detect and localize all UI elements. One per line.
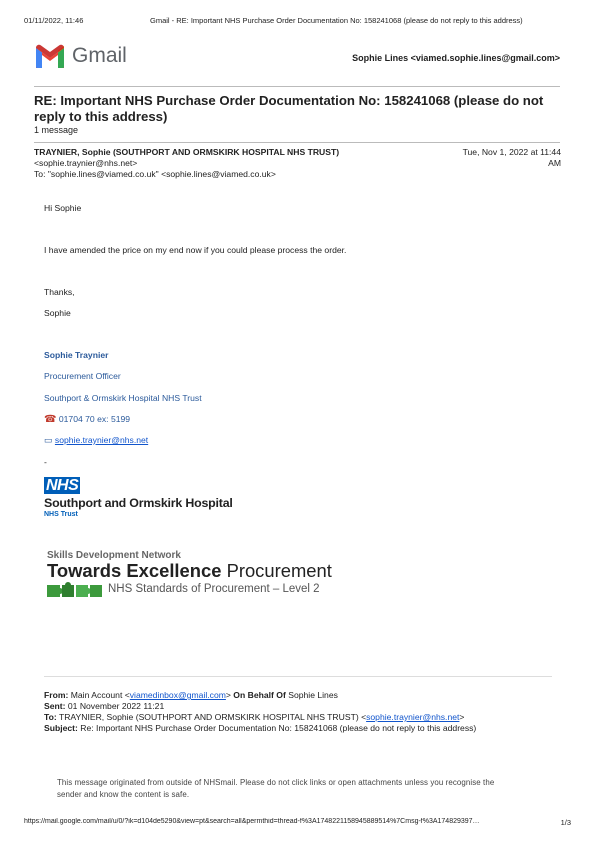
sender-email: <sophie.traynier@nhs.net> <box>34 158 138 168</box>
print-title: Gmail - RE: Important NHS Purchase Order Documentation No: 158241068 (please do not reply to this address) <box>150 16 523 25</box>
divider <box>34 86 560 87</box>
quoted-to-text: TRAYNIER, Sophie (SOUTHPORT AND ORMSKIRK HOSPITAL NHS TRUST) < <box>56 712 367 722</box>
quoted-to-label: To: <box>44 712 57 722</box>
quoted-from-email-link[interactable]: viamedinbox@gmail.com <box>129 690 226 700</box>
puzzle-icon <box>47 582 103 598</box>
thread-subject-line2: reply to this address) <box>34 109 168 124</box>
signature-name: Sophie Traynier <box>44 350 109 360</box>
message-count: 1 message <box>34 125 79 135</box>
quoted-subject <box>44 723 476 734</box>
quoted-sent <box>44 701 164 712</box>
nhs-logo <box>44 477 80 495</box>
signature-org: Southport & Ormskirk Hospital NHS Trust <box>44 393 202 403</box>
body-text: I have amended the price on my end now if you could please process the order. <box>44 245 347 255</box>
computer-icon: ▭ <box>44 435 53 445</box>
badge-title-regular: Procurement <box>226 560 332 581</box>
quoted-subject-label: Subject: <box>44 723 78 733</box>
badge-title <box>47 560 332 582</box>
badge-network: Skills Development Network <box>47 550 181 561</box>
signoff: Sophie <box>44 308 71 318</box>
logo-trust: NHS Trust <box>44 511 78 518</box>
quoted-from-label: From: <box>44 690 69 700</box>
quoted-to-email-link[interactable]: sophie.traynier@nhs.net <box>366 712 460 722</box>
gmail-logo-icon <box>34 44 66 68</box>
print-datetime: 01/11/2022, 11:46 <box>24 16 84 25</box>
signature-email-row <box>44 435 148 446</box>
signature-phone-row <box>44 414 130 425</box>
quoted-behalf-label: On Behalf Of <box>233 690 286 700</box>
gmail-wordmark: Gmail <box>72 44 127 67</box>
signature-dash: - <box>44 457 47 467</box>
greeting: Hi Sophie <box>44 203 82 213</box>
quoted-to-text2: > <box>459 712 465 722</box>
badge-level: NHS Standards of Procurement – Level 2 <box>108 583 320 595</box>
account-email: Sophie Lines <viamed.sophie.lines@gmail.com> <box>352 53 560 63</box>
signature-email-link[interactable]: sophie.traynier@nhs.net <box>54 435 149 445</box>
phone-icon: ☎ <box>44 414 57 425</box>
quoted-sent-text: 01 November 2022 11:21 <box>65 701 165 711</box>
disclaimer-line1: This message originated from outside of NHSmail. Please do not click links or open attachments unless you recognise the <box>57 778 495 787</box>
message-date <box>463 147 561 169</box>
thread-subject-line1: RE: Important NHS Purchase Order Documentation No: 158241068 (please do not <box>34 93 544 108</box>
print-url: https://mail.google.com/mail/u/0/?ik=d104de5290&view=pt&search=all&permthid=thread-f%3A1748221158945889514%7Cmsg-f%3A174829397… <box>24 818 480 825</box>
signature-phone: 01704 70 ex: 5199 <box>58 414 131 424</box>
quoted-from-text: Main Account < <box>68 690 130 700</box>
quoted-behalf-text: Sophie Lines <box>285 690 338 700</box>
sender-name: TRAYNIER, Sophie (SOUTHPORT AND ORMSKIRK HOSPITAL NHS TRUST) <box>34 147 340 157</box>
divider <box>44 676 552 677</box>
quoted-sent-label: Sent: <box>44 701 66 711</box>
quoted-subject-text: Re: Important NHS Purchase Order Documentation No: 158241068 (please do not reply to this address) <box>77 723 477 733</box>
signature-title: Procurement Officer <box>44 371 121 381</box>
disclaimer <box>57 777 494 801</box>
quoted-to <box>44 712 464 723</box>
disclaimer-line2: sender and know the content is safe. <box>57 790 190 799</box>
page-number: 1/3 <box>560 818 571 827</box>
nhs-logo-box: NHS <box>46 477 79 494</box>
divider <box>34 142 560 143</box>
logo-hospital-name: Southport and Ormskirk Hospital <box>44 496 233 510</box>
thanks: Thanks, <box>44 287 75 297</box>
recipient-line: To: "sophie.lines@viamed.co.uk" <sophie.lines@viamed.co.uk> <box>34 169 276 179</box>
quoted-from-text2: > <box>225 690 234 700</box>
badge-title-bold: Towards Excellence <box>47 560 227 581</box>
quoted-from <box>44 690 338 701</box>
date-line2: AM <box>548 158 561 168</box>
date-line1: Tue, Nov 1, 2022 at 11:44 <box>462 147 561 157</box>
